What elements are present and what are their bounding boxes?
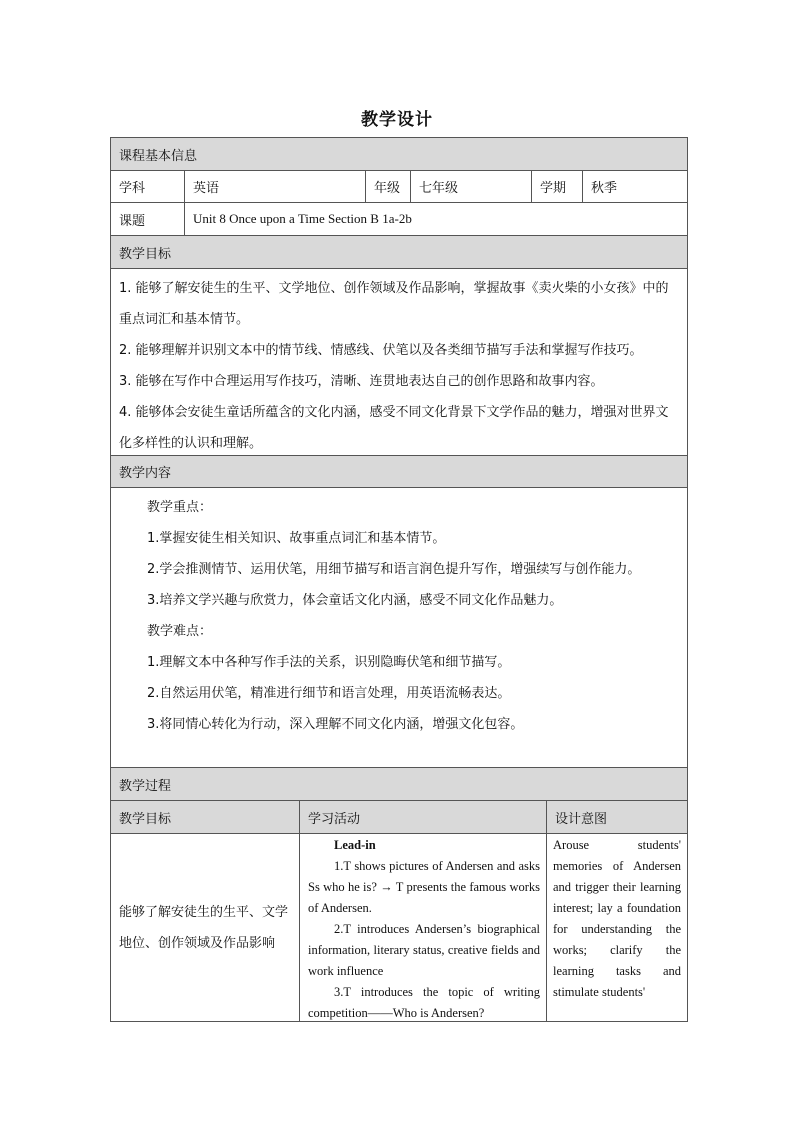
goals-title: 教学目标	[119, 246, 172, 262]
grade-label: 年级	[365, 171, 410, 202]
goal-item: 4. 能够体会安徒生童话所蕴含的文化内涵，感受不同文化背景下文学作品的魅力，增强对世界文化多样性的认识和理解。	[119, 405, 669, 451]
process-header	[111, 768, 687, 801]
subject-value: 英语	[184, 171, 365, 202]
content-header	[111, 456, 687, 488]
lesson-plan-table	[110, 137, 688, 1022]
process-goal-text: 能够了解安徒生的生平、文学地位、创作领域及作品影响	[119, 905, 289, 951]
key-point: 3.培养文学兴趣与欣赏力，体会童话文化内涵，感受不同文化作品魅力。	[147, 593, 563, 608]
term-value: 秋季	[582, 171, 687, 202]
process-column-headers	[111, 801, 687, 834]
goal-item: 3. 能够在写作中合理运用写作技巧，清晰、连贯地表达自己的创作思路和故事内容。	[119, 374, 604, 389]
lead-in-title: Lead-in	[334, 838, 376, 852]
goal-item: 1. 能够了解安徒生的生平、文学地位、创作领域及作品影响，掌握故事《卖火柴的小女孩》中的重点词汇和基本情节。	[119, 281, 669, 327]
subject-label: 学科	[119, 181, 146, 196]
topic-label: 课题	[119, 213, 146, 229]
key-point: 1.掌握安徒生相关知识、故事重点词汇和基本情节。	[147, 531, 446, 546]
topic-value: Unit 8 Once upon a Time Section B 1a-2b	[184, 203, 687, 235]
column-goal: 教学目标	[119, 811, 172, 827]
activity-item: 1.T shows pictures of Andersen and asks Ss who he is? → T presents the famous works of Andersen.	[308, 859, 540, 915]
content-body	[111, 488, 687, 768]
difficult-point: 3.将同情心转化为行动，深入理解不同文化内涵，增强文化包容。	[147, 717, 524, 732]
activity-item: 2.T introduces Andersen’s biographical information, literary status, creative fields and work influence	[308, 922, 540, 978]
basic-info-title: 课程基本信息	[119, 148, 198, 164]
key-point: 2.学会推测情节、运用伏笔，用细节描写和语言润色提升写作，增强续写与创作能力。	[147, 562, 641, 577]
goals-header	[111, 236, 687, 269]
difficult-point: 2.自然运用伏笔，精准进行细节和语言处理，用英语流畅表达。	[147, 686, 511, 701]
design-intent-text: Arouse students' memories of Andersen and trigger their learning interest; lay a foundation for understanding the works; clarify the learning tasks and stimulate students'	[553, 838, 681, 999]
column-intent: 设计意图	[555, 811, 608, 827]
term-label: 学期	[531, 171, 582, 202]
basic-info-header	[111, 138, 687, 171]
goal-item: 2. 能够理解并识别文本中的情节线、情感线、伏笔以及各类细节描写手法和掌握写作技巧。	[119, 343, 643, 358]
process-row	[111, 834, 687, 1022]
difficult-point: 1.理解文本中各种写作手法的关系，识别隐晦伏笔和细节描写。	[147, 655, 511, 670]
difficult-points-title: 教学难点：	[147, 624, 213, 639]
grade-value: 七年级	[410, 171, 531, 202]
topic-row	[111, 203, 687, 236]
process-title: 教学过程	[119, 778, 172, 794]
content-title: 教学内容	[119, 466, 172, 481]
goals-list	[111, 269, 687, 456]
column-activity: 学习活动	[308, 811, 361, 827]
page-title: 教学设计	[361, 110, 433, 130]
subject-grade-term-row	[111, 171, 687, 203]
key-points-title: 教学重点：	[147, 500, 213, 515]
activity-item: 3.T introduces the topic of writing competition——Who is Andersen?	[308, 985, 540, 1020]
